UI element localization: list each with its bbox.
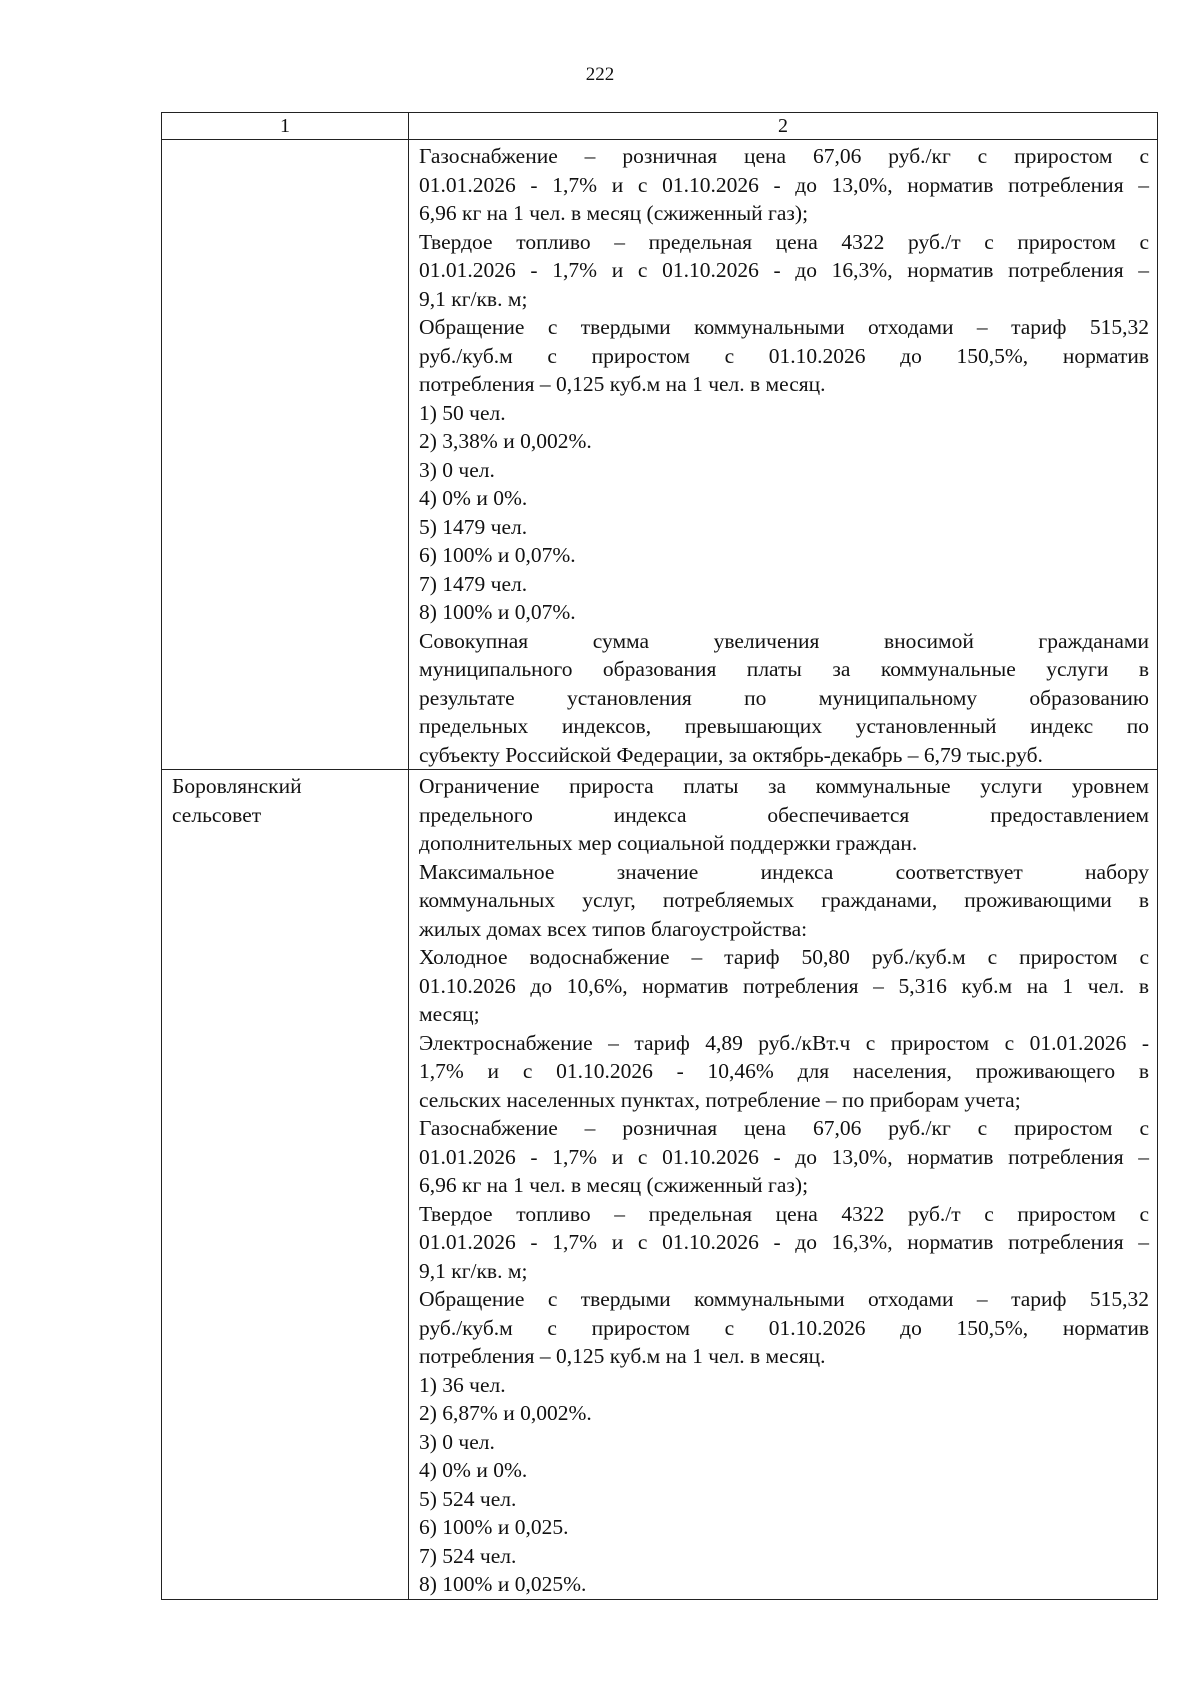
column-header-2: 2 <box>409 113 1158 140</box>
list-item: 2) 3,38% и 0,002%. <box>419 429 592 453</box>
content-line: потребления – 0,125 куб.м на 1 чел. в месяц. <box>419 372 826 396</box>
document-table <box>161 112 1158 1600</box>
content-line: Электроснабжение – тариф 4,89 руб./кВт.ч с приростом с 01.01.2026 - <box>419 1030 1149 1055</box>
content-line: 9,1 кг/кв. м; <box>419 1258 528 1283</box>
content-line: руб./куб.м с приростом с 01.10.2026 до 150,5%, норматив <box>419 1315 1149 1340</box>
list-item: 2) 6,87% и 0,002%. <box>419 1401 592 1425</box>
content-line: 01.10.2026 до 10,6%, норматив потребления – 5,316 куб.м на 1 чел. в <box>419 973 1149 998</box>
list-item: 8) 100% и 0,07%. <box>419 600 576 624</box>
content-line: Твердое топливо – предельная цена 4322 руб./т с приростом с <box>419 1201 1149 1226</box>
content-line: Обращение с твердыми коммунальными отходами – тариф 515,32 <box>419 1287 1149 1311</box>
content-line: Холодное водоснабжение – тариф 50,80 руб./куб.м с приростом с <box>419 945 1149 969</box>
list-item: 7) 1479 чел. <box>419 571 528 596</box>
content-line: 1,7% и с 01.10.2026 - 10,46% для населения, проживающего в <box>419 1059 1149 1083</box>
list-item: 1) 50 чел. <box>419 400 506 425</box>
content-line: 01.01.2026 - 1,7% и с 01.10.2026 - до 13,0%, норматив потребления – <box>419 1144 1149 1169</box>
list-item: 1) 36 чел. <box>419 1372 506 1397</box>
content-line: 9,1 кг/кв. м; <box>419 286 528 311</box>
content-line: субъекту Российской Федерации, за октябрь-декабрь – 6,79 тыс.руб. <box>419 742 1043 767</box>
content-line: жилых домах всех типов благоустройства: <box>419 916 808 941</box>
content-line: 01.01.2026 - 1,7% и с 01.10.2026 - до 13,0%, норматив потребления – <box>419 172 1149 197</box>
list-item: 4) 0% и 0%. <box>419 486 528 510</box>
content-line: Обращение с твердыми коммунальными отходами – тариф 515,32 <box>419 315 1149 339</box>
content-line: Газоснабжение – розничная цена 67,06 руб./кг с приростом с <box>419 1116 1149 1140</box>
content-line: предельного индекса обеспечивается предоставлением <box>419 802 1149 827</box>
municipality-name-line: сельсовет <box>172 802 262 827</box>
content-line: месяц; <box>419 1002 480 1026</box>
content-line: 01.01.2026 - 1,7% и с 01.10.2026 - до 16,3%, норматив потребления – <box>419 1230 1149 1254</box>
list-item: 7) 524 чел. <box>419 1543 517 1568</box>
column-header-1: 1 <box>162 113 409 140</box>
content-line: муниципального образования платы за коммунальные услуги в <box>419 657 1149 681</box>
municipality-name-line: Боровлянский <box>172 774 302 798</box>
content-line: дополнительных мер социальной поддержки граждан. <box>419 831 918 855</box>
table-header-row <box>162 113 1158 140</box>
municipality-cell <box>162 770 409 1600</box>
content-line: результате установления по муниципальному образованию <box>419 685 1149 710</box>
table-row <box>162 770 1158 1600</box>
content-line: руб./куб.м с приростом с 01.10.2026 до 150,5%, норматив <box>419 343 1149 368</box>
content-line: коммунальных услуг, потребляемых гражданами, проживающими в <box>419 888 1149 912</box>
content-line: Твердое топливо – предельная цена 4322 руб./т с приростом с <box>419 229 1149 254</box>
list-item: 3) 0 чел. <box>419 457 495 482</box>
content-line: предельных индексов, превышающих установленный индекс по <box>419 714 1149 738</box>
content-cell <box>409 770 1158 1600</box>
content-line: сельских населенных пунктах, потребление – по приборам учета; <box>419 1087 1021 1112</box>
list-item: 5) 524 чел. <box>419 1486 517 1511</box>
municipality-cell <box>162 140 409 770</box>
content-line: Совокупная сумма увеличения вносимой гражданами <box>419 628 1149 653</box>
page-number: 222 <box>585 64 615 85</box>
content-line: 6,96 кг на 1 чел. в месяц (сжиженный газ); <box>419 201 809 225</box>
content-line: Ограничение прироста платы за коммунальные услуги уровнем <box>419 774 1149 798</box>
list-item: 3) 0 чел. <box>419 1429 495 1454</box>
list-item: 8) 100% и 0,025%. <box>419 1572 587 1596</box>
content-cell <box>409 140 1158 770</box>
content-line: Максимальное значение индекса соответствует набору <box>419 859 1149 884</box>
table-row <box>162 140 1158 770</box>
list-item: 6) 100% и 0,07%. <box>419 543 576 567</box>
content-line: Газоснабжение – розничная цена 67,06 руб./кг с приростом с <box>419 144 1149 168</box>
content-line: 01.01.2026 - 1,7% и с 01.10.2026 - до 16,3%, норматив потребления – <box>419 258 1149 282</box>
content-line: 6,96 кг на 1 чел. в месяц (сжиженный газ); <box>419 1173 809 1197</box>
list-item: 6) 100% и 0,025. <box>419 1515 569 1539</box>
list-item: 5) 1479 чел. <box>419 514 528 539</box>
content-line: потребления – 0,125 куб.м на 1 чел. в месяц. <box>419 1344 826 1368</box>
list-item: 4) 0% и 0%. <box>419 1458 528 1482</box>
